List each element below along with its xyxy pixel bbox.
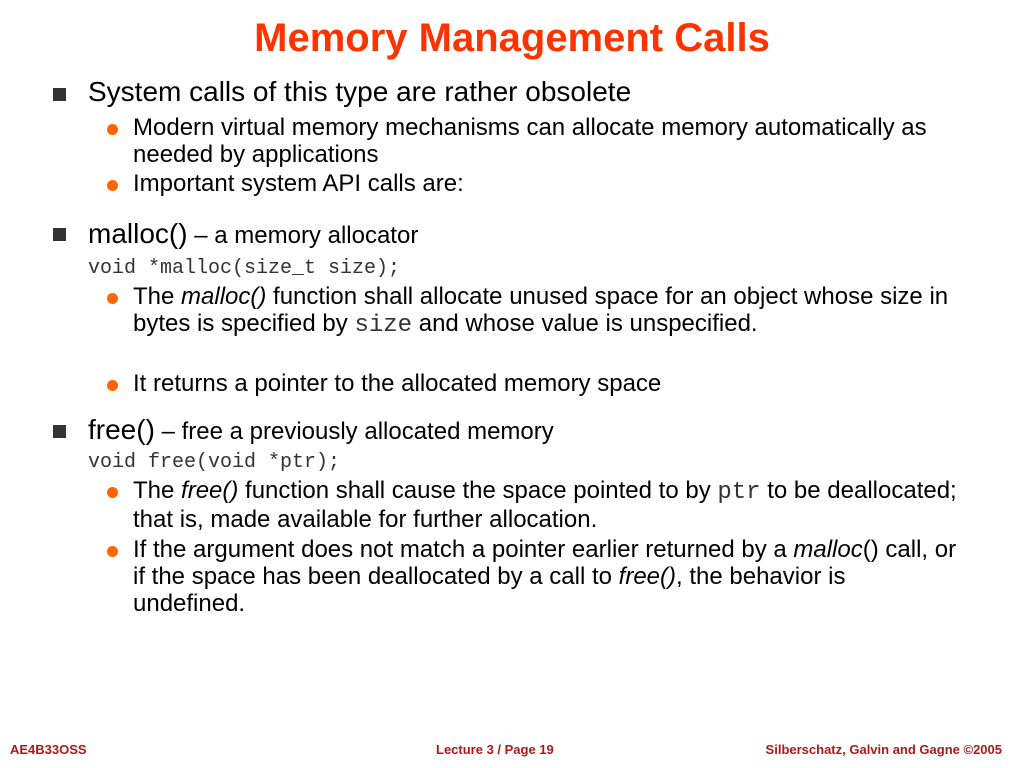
sub-bullet-malloc-returns: It returns a pointer to the allocated memory space — [133, 370, 662, 397]
dot-bullet-icon — [107, 546, 118, 557]
square-bullet-icon — [53, 228, 66, 241]
slide-title: Memory Management Calls — [254, 16, 770, 60]
free-name: free() — [88, 414, 155, 445]
dot-bullet-icon — [107, 180, 118, 191]
footer-page: Lecture 3 / Page 19 — [436, 742, 554, 757]
malloc-italic: malloc — [793, 536, 863, 563]
square-bullet-icon — [53, 425, 66, 438]
bullet-obsolete: System calls of this type are rather obsolete — [88, 76, 632, 107]
footer-course: AE4B33OSS — [10, 742, 87, 757]
free-desc: – free a previously allocated memory — [154, 418, 554, 445]
dot-bullet-icon — [107, 487, 118, 498]
dot-bullet-icon — [107, 124, 118, 135]
free-signature: void free(void *ptr); — [88, 451, 341, 474]
square-bullet-icon — [53, 88, 66, 101]
bullet-free — [88, 414, 554, 448]
sub-bullet-undefined-behavior: If the argument does not match a pointer earlier returned by a malloc() call, or if the space has been deallocated by a call to free(), the behavior is undefined. — [133, 536, 957, 617]
dot-bullet-icon — [107, 293, 118, 304]
ptr-code: ptr — [717, 479, 761, 506]
sub-bullet-free-desc: The free() function shall cause the space pointed to by ptr to be deallocated; that is, made available for further allocation. — [133, 477, 957, 533]
free-italic: free() — [181, 477, 239, 504]
malloc-signature: void *malloc(size_t size); — [88, 257, 401, 280]
size-code: size — [354, 312, 413, 339]
sub-bullet-malloc-desc: The malloc() function shall allocate unused space for an object whose size in bytes is specified by size and whose value is unspecified. — [133, 283, 949, 339]
bullet-malloc — [88, 218, 418, 252]
footer-copyright: Silberschatz, Galvin and Gagne ©2005 — [765, 742, 1002, 757]
malloc-italic: malloc() — [181, 283, 267, 310]
malloc-name: malloc() — [88, 218, 188, 249]
malloc-desc: – a memory allocator — [187, 222, 419, 249]
free-italic: free() — [618, 563, 677, 590]
sub-bullet-virtual-memory: Modern virtual memory mechanisms can allocate memory automatically as needed by applications — [133, 114, 927, 168]
dot-bullet-icon — [107, 380, 118, 391]
sub-bullet-api-calls: Important system API calls are: — [133, 170, 464, 197]
